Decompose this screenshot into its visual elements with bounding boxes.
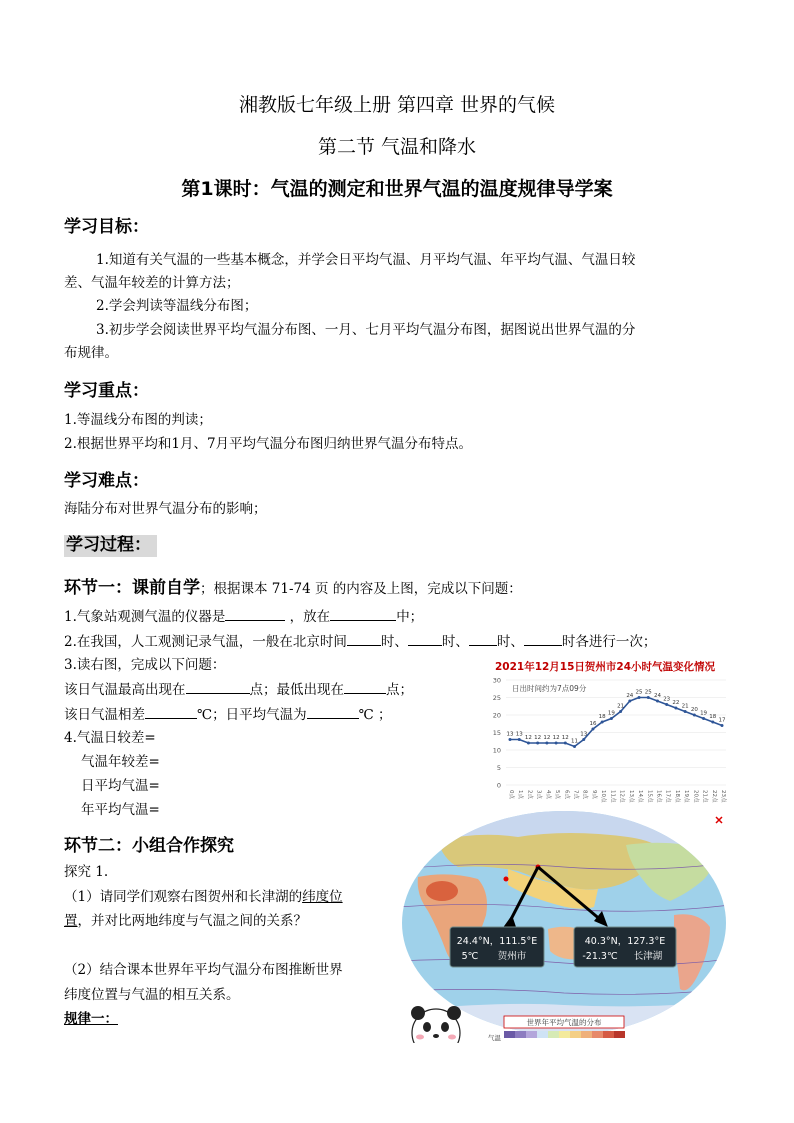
y-tick-label: 10: [492, 746, 501, 755]
q2-text-c: 时、: [441, 634, 469, 650]
y-tick-label: 0: [496, 781, 501, 790]
data-point: [656, 700, 659, 703]
lesson-title: 第1课时：气温的测定和世界气温的温度规律导学案: [181, 178, 613, 200]
step1-label: 环节一：: [64, 578, 132, 598]
data-point: [573, 745, 576, 748]
x-tick-label: 18点: [673, 790, 680, 803]
x-tick-label: 23点: [720, 790, 726, 803]
q3b-text-3: ℃ ；: [358, 707, 392, 723]
panda-mascot-icon: [411, 1006, 461, 1043]
x-tick-label: 8点: [581, 790, 588, 799]
x-tick-label: 6点: [563, 790, 570, 799]
x-tick-label: 21点: [701, 790, 708, 803]
q2-text-d: 时、: [496, 634, 524, 650]
temperature-legend-bar: [504, 1031, 625, 1038]
chart-annotation: 日出时间约为7点09分: [512, 684, 587, 693]
q2-blank-4[interactable]: [524, 631, 562, 646]
data-point: [702, 717, 705, 720]
data-label: 12: [524, 735, 532, 741]
question-4d: 年平均气温=: [81, 802, 160, 818]
x-tick-label: 2点: [526, 790, 533, 799]
question-4: 4.气温日较差=: [64, 730, 156, 746]
explore-q1-line2: [64, 911, 307, 931]
x-tick-label: 16点: [655, 790, 662, 803]
data-point: [711, 721, 714, 724]
explore-q2-line1: （2）结合课本世界年平均气温分布图推断世界: [64, 962, 343, 978]
data-point: [693, 714, 696, 717]
section-title: 第二节 气温和降水: [317, 136, 477, 158]
data-point: [518, 738, 521, 741]
x-tick-label: 3点: [535, 790, 542, 799]
data-point: [601, 721, 604, 724]
data-label: 19: [700, 710, 708, 717]
temperature-chart-svg: [476, 657, 734, 803]
hezhou-temp: 5℃: [461, 951, 479, 962]
step1-label-bold: 课前自学: [132, 578, 200, 598]
explore-q1-text-d: ，并对比两地纬度与气温之间的关系？: [77, 913, 307, 929]
difficulty-1: 海陆分布对世界气温分布的影响；: [64, 501, 267, 517]
data-label: 24: [626, 693, 634, 699]
x-tick-label: 17点: [664, 790, 671, 803]
data-label: 18: [709, 714, 717, 720]
temperature-chart: [476, 657, 734, 803]
y-tick-label: 25: [492, 694, 501, 702]
data-label: 25: [635, 689, 643, 696]
data-point: [545, 742, 548, 745]
x-tick-label: 1点: [517, 790, 524, 799]
x-tick-label: 9点: [590, 790, 597, 799]
explore-q1-latitude: 纬度位: [302, 889, 343, 905]
data-label: 20: [690, 707, 698, 713]
map-caption: 世界年平均气温的分布: [526, 1018, 602, 1027]
process-heading: 学习过程：: [64, 535, 157, 557]
q3b-text-2: ℃；日平均气温为: [197, 707, 307, 723]
x-tick-label: 0点: [508, 790, 514, 799]
data-label: 16: [589, 721, 597, 727]
data-label: 13: [515, 731, 523, 738]
data-label: 13: [580, 731, 588, 738]
objective-1-line2: 差、气温年较差的计算方法；: [64, 275, 240, 291]
x-tick-label: 7点: [572, 790, 579, 799]
hezhou-coord: 24.4°N，111.5°E: [456, 936, 538, 947]
x-tick-label: 22点: [710, 790, 717, 803]
objective-2: 2.学会判读等温线分布图；: [96, 298, 258, 314]
x-tick-label: 14点: [637, 790, 644, 803]
q3b-blank-2[interactable]: [307, 704, 359, 719]
q1-text-c: 中；: [396, 609, 424, 625]
x-tick-label: 4点: [544, 790, 551, 799]
data-point: [647, 696, 650, 699]
data-point: [536, 742, 539, 745]
q1-blank-1[interactable]: [225, 606, 285, 621]
question-3b: [64, 704, 392, 725]
changjin-name: 长津湖: [633, 951, 663, 962]
x-tick-label: 15点: [646, 790, 653, 803]
x-tick-label: 11点: [609, 790, 616, 803]
explore-q1-latitude-end: 置: [64, 913, 78, 929]
q3a-blank-1[interactable]: [186, 679, 250, 694]
data-label: 17: [718, 717, 726, 724]
keypoints-heading: 学习重点：: [64, 381, 149, 401]
data-label: 24: [653, 693, 661, 699]
step1-intro: ；根据课本 71-74 页 的内容及上图，完成以下问题：: [200, 581, 522, 597]
q1-blank-2[interactable]: [330, 606, 396, 621]
data-point: [721, 724, 724, 727]
data-label: 21: [617, 703, 625, 710]
data-label: 13: [506, 731, 514, 738]
q3a-text-2: 点；最低出现在: [249, 682, 344, 698]
data-label: 11: [571, 738, 579, 745]
explore-q1-text-a: （1）请同学们观察右图贺州和长津湖的: [64, 889, 303, 905]
data-point: [619, 710, 622, 713]
objectives-heading: 学习目标：: [64, 217, 149, 237]
main-title: 湘教版七年级上册 第四章 世界的气候: [238, 94, 556, 116]
explore-q2-line2: 纬度位置与气温的相互关系。: [64, 987, 240, 1003]
step1-intro-line: [64, 573, 522, 599]
changjin-temp: -21.3℃: [582, 951, 618, 962]
question-4b: 气温年较差=: [81, 754, 160, 770]
data-label: 25: [644, 689, 652, 696]
objective-1-line1: 1.知道有关气温的一些基本概念，并学会日平均气温、月平均气温、年平均气温、气温日较: [96, 252, 636, 268]
y-tick-label: 5: [496, 764, 501, 772]
data-point: [555, 742, 558, 745]
data-point: [638, 696, 641, 699]
series-line: [510, 698, 722, 747]
q3b-text-1: 该日气温相差: [64, 707, 145, 723]
explore-label: 探究 1.: [64, 864, 109, 880]
q3a-text-3: 点；: [386, 682, 413, 698]
data-point: [591, 728, 594, 731]
data-point: [564, 742, 567, 745]
data-label: 21: [681, 703, 689, 710]
data-label: 19: [607, 710, 615, 717]
data-point: [527, 742, 530, 745]
y-tick-label: 15: [492, 729, 501, 737]
q1-text-b: ，放在: [285, 609, 331, 625]
difficulty-heading: 学习难点：: [64, 471, 149, 491]
q2-blank-3[interactable]: [469, 631, 497, 646]
x-tick-label: 10点: [600, 790, 607, 803]
q2-text-e: 时各进行一次；: [561, 634, 657, 650]
q2-blank-2[interactable]: [408, 631, 442, 646]
data-point: [509, 738, 512, 741]
question-3a: [64, 679, 413, 700]
q2-blank-1[interactable]: [347, 631, 381, 646]
data-point: [665, 703, 668, 706]
data-label: 23: [663, 696, 671, 703]
objective-3-line1: 3.初步学会阅读世界平均气温分布图、一月、七月平均气温分布图，据图说出世界气温的分: [96, 322, 636, 338]
data-point: [674, 707, 677, 710]
data-label: 12: [552, 735, 560, 741]
keypoint-1: 1.等温线分布图的判读；: [64, 412, 212, 428]
x-tick-label: 20点: [692, 790, 699, 803]
x-tick-label: 12点: [618, 790, 625, 803]
world-map-svg: [398, 811, 730, 1043]
rule-one-label: 规律一：: [64, 1011, 118, 1027]
objective-3-line2: 布规律。: [64, 345, 118, 361]
question-2: [64, 631, 656, 652]
data-point: [628, 700, 631, 703]
data-point: [582, 738, 585, 741]
q3b-blank-1[interactable]: [145, 704, 197, 719]
y-tick-label: 20: [492, 711, 501, 720]
q3a-text-1: 该日气温最高出现在: [64, 682, 186, 698]
x-tick-label: 19点: [683, 790, 690, 803]
data-label: 12: [561, 735, 569, 741]
data-label: 12: [543, 735, 551, 741]
keypoint-2: 2.根据世界平均和1月、7月平均气温分布图归纳世界气温分布特点。: [64, 436, 473, 452]
hezhou-marker: [504, 877, 509, 882]
question-3: 3.读右图，完成以下问题：: [64, 657, 226, 673]
explore-q1-line1: [64, 887, 343, 907]
q2-text-b: 时、: [380, 634, 408, 650]
sahara-hot-zone: [426, 881, 458, 901]
y-tick-label: 30: [492, 676, 501, 685]
question-4c: 日平均气温=: [81, 778, 160, 794]
data-label: 22: [672, 700, 680, 706]
data-point: [684, 710, 687, 713]
chart-title: 2021年12月15日贺州市24小时气温变化情况: [494, 661, 716, 673]
data-point: [610, 717, 613, 720]
legend-label: 气温: [488, 1034, 501, 1042]
data-label: 18: [598, 714, 606, 720]
x-tick-label: 5点: [554, 790, 561, 799]
changjin-coord: 40.3°N，127.3°E: [584, 936, 666, 947]
x-tick-label: 13点: [627, 790, 634, 803]
q3a-blank-2[interactable]: [344, 679, 386, 694]
world-temperature-map: [398, 811, 730, 1043]
hezhou-name: 贺州市: [497, 951, 527, 962]
q1-text-a: 1.气象站观测气温的仪器是: [64, 609, 226, 625]
q2-text-a: 2.在我国，人工观测记录气温，一般在北京时间: [64, 634, 347, 650]
question-1: [64, 606, 423, 627]
step2-heading: 环节二：小组合作探究: [64, 836, 234, 856]
data-label: 12: [534, 735, 542, 741]
